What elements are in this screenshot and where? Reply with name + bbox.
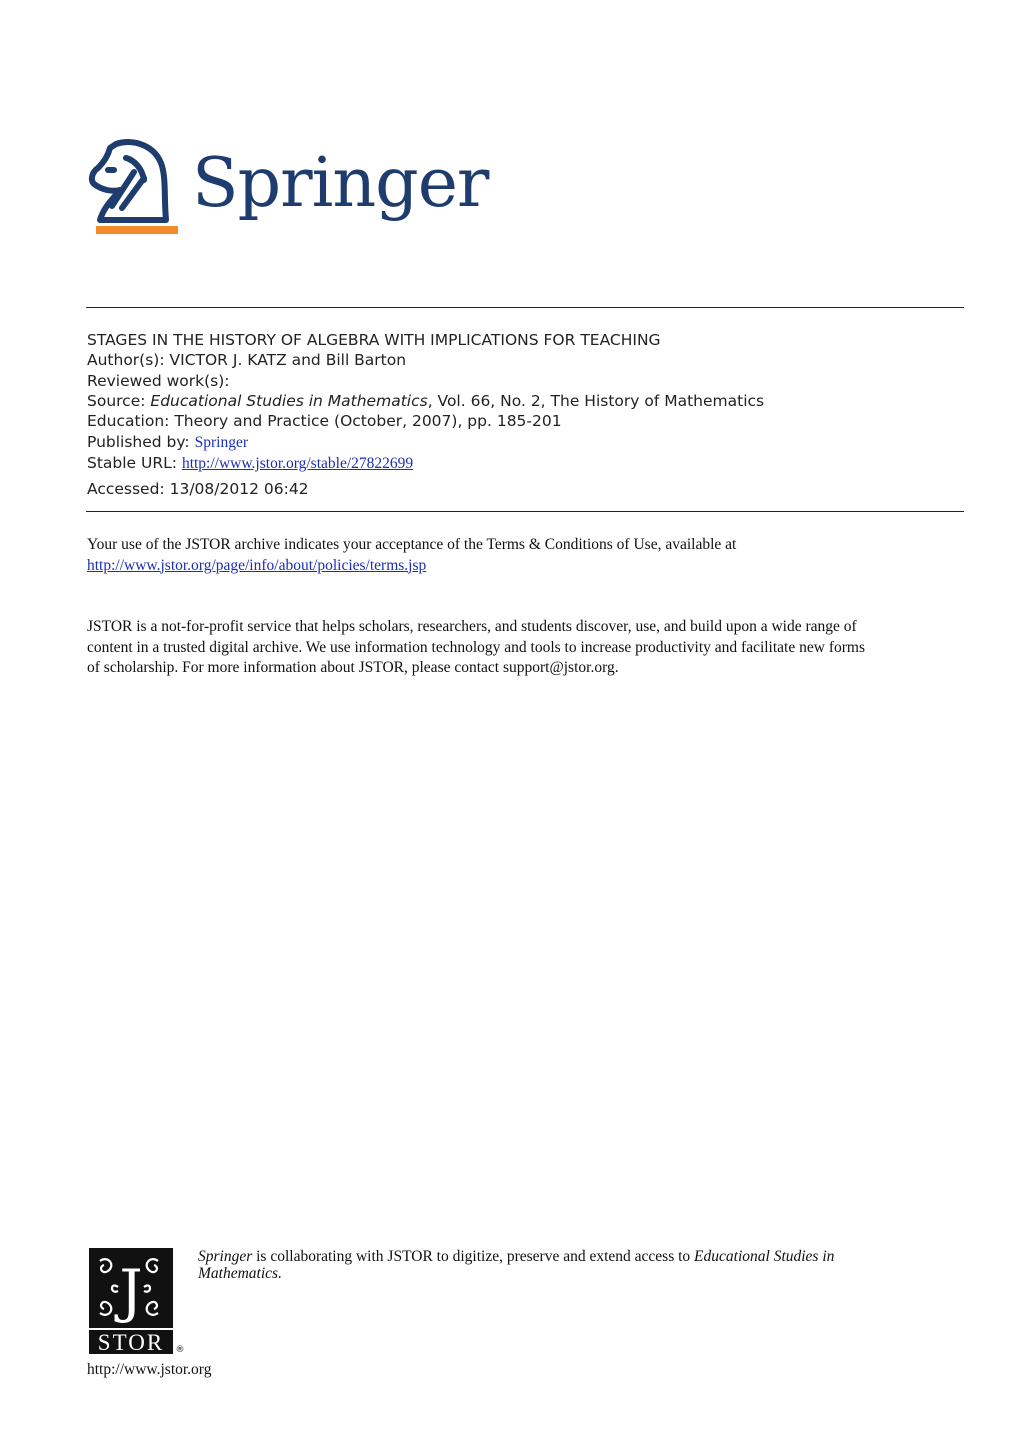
reviewed-works-label: Reviewed work(s): <box>87 372 230 390</box>
stable-url-link[interactable]: http://www.jstor.org/stable/27822699 <box>181 455 414 472</box>
journal-title: Educational Studies in Mathematics <box>150 392 428 410</box>
accessed-date: 13/08/2012 06:42 <box>169 480 309 498</box>
terms-link[interactable]: http://www.jstor.org/page/info/about/policies/terms.jsp <box>87 556 427 574</box>
collab-text: is collaborating with JSTOR to digitize, preserve and extend access to <box>252 1248 695 1265</box>
publisher-line <box>87 432 248 453</box>
source-line-2: Education: Theory and Practice (October, 2007), pp. 185-201 <box>87 412 562 430</box>
about-line-2: content in a trusted digital archive. We use information technology and tools to increase productivity and facilitate new forms <box>87 638 865 656</box>
source-label: Source: <box>87 392 146 410</box>
source-details: , Vol. 66, No. 2, The History of Mathematics <box>427 392 765 410</box>
publisher-link[interactable]: Springer <box>194 434 248 451</box>
collab-journal-2: Mathematics. <box>198 1265 282 1282</box>
collab-publisher: Springer <box>198 1248 253 1265</box>
terms-notice <box>87 535 967 576</box>
top-divider <box>86 307 964 308</box>
bottom-divider <box>86 511 964 512</box>
authors: VICTOR J. KATZ and Bill Barton <box>169 351 407 369</box>
authors-line <box>87 350 406 370</box>
collaboration-note <box>198 1248 918 1282</box>
jstor-emblem-icon <box>88 1247 188 1357</box>
knight-horse-icon <box>86 136 182 226</box>
springer-logo <box>86 136 489 240</box>
stable-url-label: Stable URL: <box>87 454 177 472</box>
logo-accent-bar <box>96 226 178 234</box>
about-line-1: JSTOR is a not-for-profit service that helps scholars, researchers, and students discover, use, and build upon a wide range of <box>87 618 857 635</box>
about-jstor <box>87 617 967 679</box>
source-line <box>87 391 764 411</box>
accessed-line <box>87 479 309 499</box>
jstor-letters: STOR <box>97 1330 165 1355</box>
authors-label: Author(s): <box>87 351 165 369</box>
collab-journal-1: Educational Studies in <box>694 1248 835 1265</box>
jstor-logo <box>88 1247 188 1357</box>
article-title: STAGES IN THE HISTORY OF ALGEBRA WITH IMPLICATIONS FOR TEACHING <box>87 331 661 349</box>
registered-mark: ® <box>175 1345 185 1355</box>
stable-url-line <box>87 453 413 474</box>
terms-text: Your use of the JSTOR archive indicates your acceptance of the Terms & Conditions of Use, available at <box>87 536 737 553</box>
published-label: Published by: <box>87 433 190 451</box>
jstor-initial: J <box>119 1257 143 1325</box>
springer-wordmark: Springer <box>192 144 489 223</box>
accessed-label: Accessed: <box>87 480 165 498</box>
jstor-url[interactable]: http://www.jstor.org <box>87 1361 212 1378</box>
about-line-3: of scholarship. For more information about JSTOR, please contact support@jstor.org. <box>87 659 619 676</box>
